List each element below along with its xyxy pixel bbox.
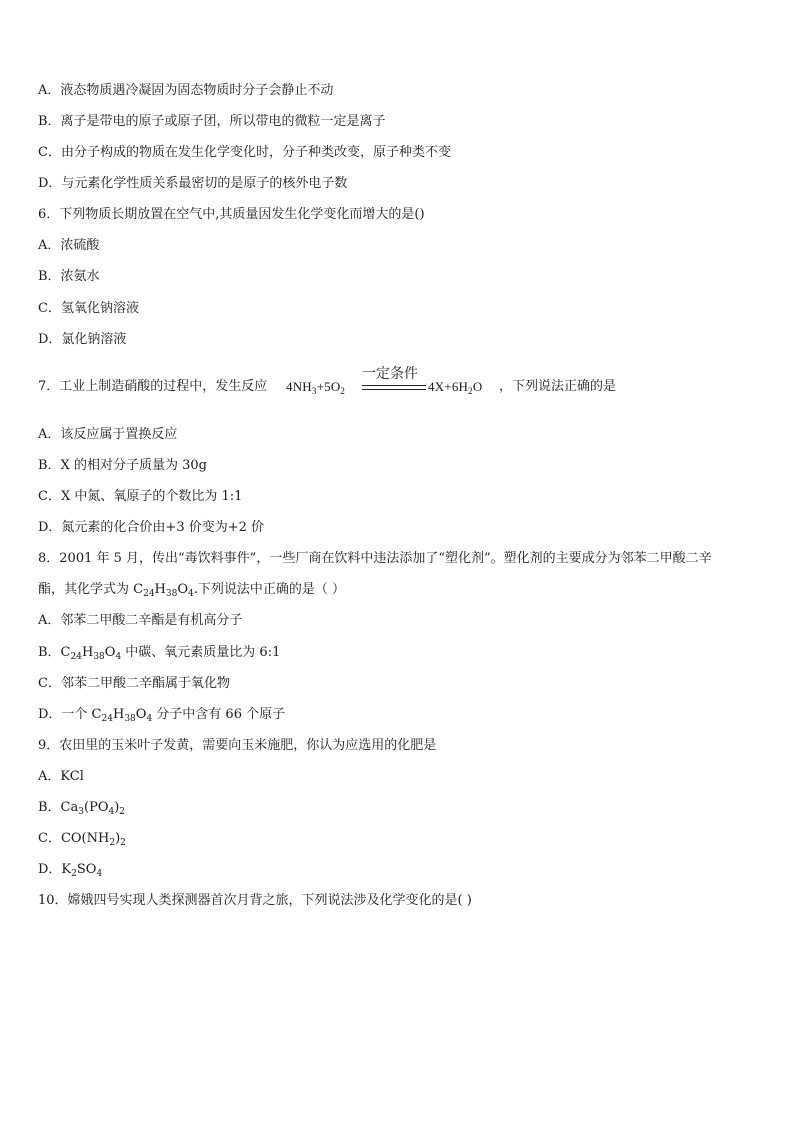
q5-option-c: C．由分子构成的物质在发生化学变化时，分子种类改变，原子种类不变 bbox=[38, 145, 451, 160]
q6-option-b: B．浓氨水 bbox=[38, 269, 100, 284]
q5-option-a: A．液态物质遇冷凝固为固态物质时分子会静止不动 bbox=[38, 83, 334, 98]
q8-stem-line1: 8．2001 年 5 月，传出“毒饮料事件”，一些厂商在饮料中违法添加了“塑化剂”。塑化剂的主要成分为邻苯二甲酸二辛 bbox=[38, 551, 712, 566]
q9-option-d: D．$K_2SO_4$ bbox=[38, 862, 103, 879]
q6-option-a: A．浓硫酸 bbox=[38, 238, 100, 253]
q6-option-c: C．氢氧化钠溶液 bbox=[38, 301, 139, 316]
q7-option-d: D．氮元素的化合价由+3 价变为+2 价 bbox=[38, 520, 265, 535]
q8-option-d: D．一个 $C_{24}H_{38}O_4$ 分子中含有 66 个原子 bbox=[38, 707, 286, 724]
q7-reaction-condition: 一定条件 bbox=[362, 366, 418, 382]
q7-stem-prefix: 7．工业上制造硝酸的过程中，发生反应 bbox=[38, 379, 268, 394]
q6-option-d: D．氯化钠溶液 bbox=[38, 332, 127, 347]
q8-option-b: B．$C_{24}H_{38}O_4$ 中碳、氧元素质量比为 6:1 bbox=[38, 645, 281, 662]
q8-option-c: C．邻苯二甲酸二辛酯属于氧化物 bbox=[38, 676, 230, 691]
q7-stem-suffix: ，下列说法正确的是 bbox=[499, 379, 617, 394]
q7-option-c: C．X 中氮、氧原子的个数比为 1:1 bbox=[38, 489, 243, 504]
q9-option-c: C．$CO(NH_2)_2$ bbox=[38, 831, 126, 848]
q7-equation-products: $4X+6H_2O$ bbox=[428, 379, 483, 396]
q8-option-a: A．邻苯二甲酸二辛酯是有机高分子 bbox=[38, 613, 243, 628]
q10-stem: 10．嫦娥四号实现人类探测器首次月背之旅，下列说法涉及化学变化的是( ) bbox=[38, 893, 472, 908]
q7-option-a: A．该反应属于置换反应 bbox=[38, 427, 178, 442]
q9-option-a: A．KCl bbox=[38, 769, 84, 784]
q9-stem: 9．农田里的玉米叶子发黄，需要向玉米施肥，你认为应选用的化肥是 bbox=[38, 738, 437, 753]
q5-option-b: B．离子是带电的原子或原子团，所以带电的微粒一定是离子 bbox=[38, 114, 386, 129]
q7-equals-sign bbox=[362, 385, 426, 390]
q9-option-b: B．$Ca_3(PO_4)_2$ bbox=[38, 800, 126, 817]
q5-option-d: D．与元素化学性质关系最密切的是原子的核外电子数 bbox=[38, 176, 348, 191]
q8-stem-line2: 酯，其化学式为 $C_{24}H_{38}O_4$.下列说法中正确的是（ ） bbox=[38, 582, 346, 599]
q7-equation-reactants: $4NH_3+5O_2$ bbox=[286, 379, 346, 396]
q7-option-b: B．X 的相对分子质量为 30g bbox=[38, 458, 207, 473]
q6-stem: 6．下列物质长期放置在空气中,其质量因发生化学变化而增大的是() bbox=[38, 207, 425, 222]
